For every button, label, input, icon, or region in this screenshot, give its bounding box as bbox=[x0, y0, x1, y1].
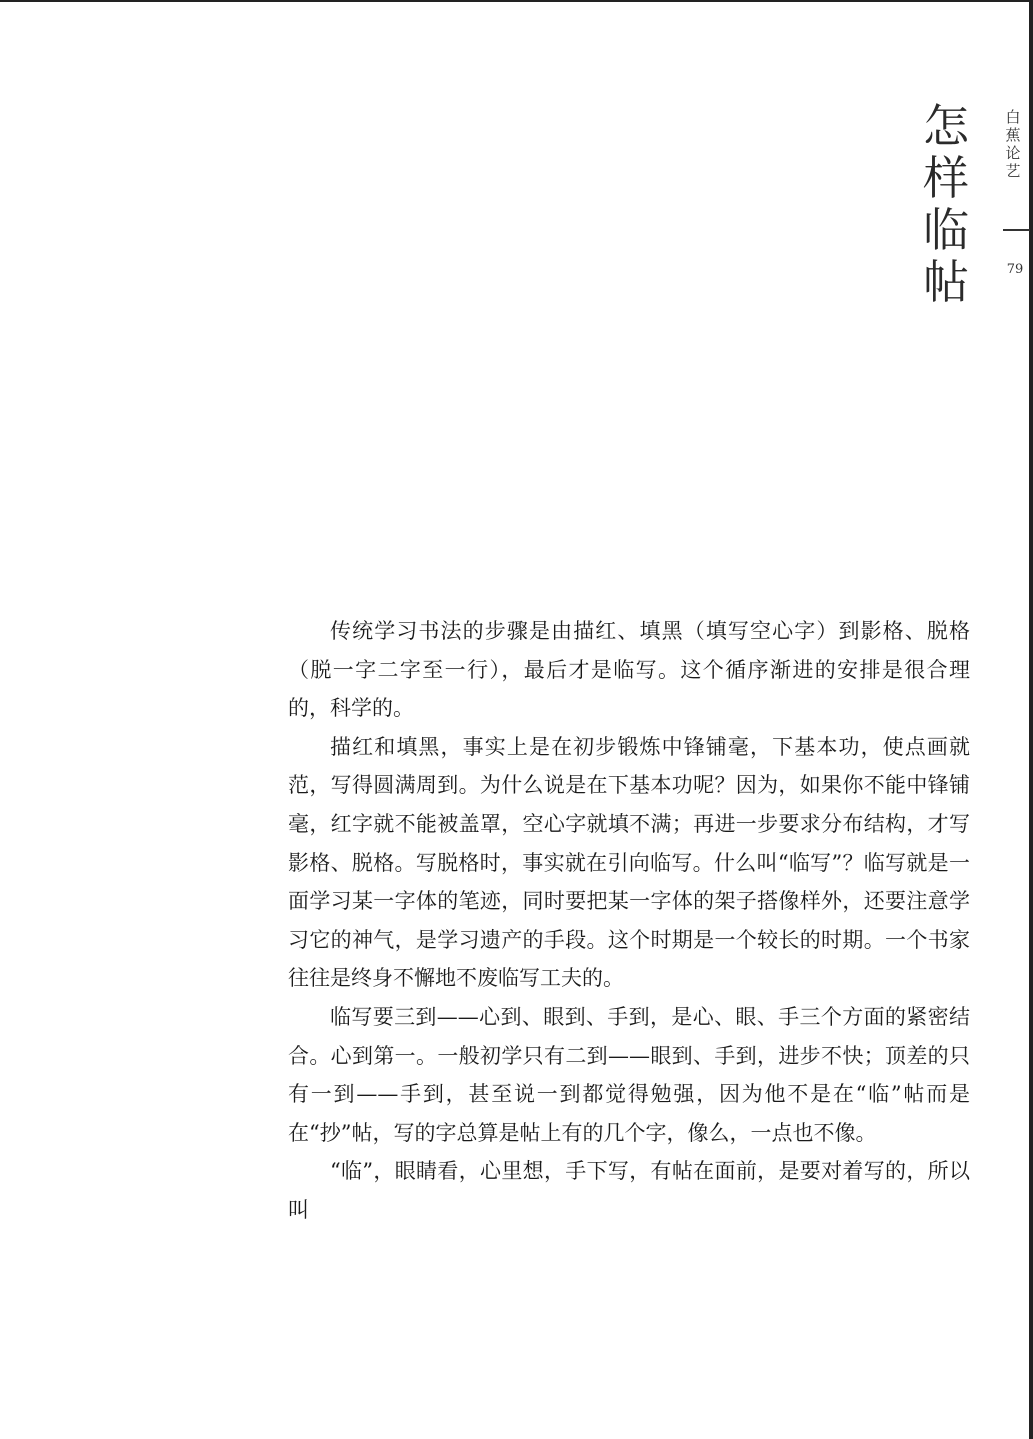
page-border-right bbox=[1029, 0, 1033, 1439]
paragraph-2: 描红和填黑，事实上是在初步锻炼中锋铺毫，下基本功，使点画就范，写得圆满周到。为什么说是在下基本功呢？因为，如果你不能中锋铺毫，红字就不能被盖罩，空心字就填不满；再进一步要求分布结构，才写影格、脱格。写脱格时，事实就在引向临写。什么叫“临写”？临写就是一面学习某一字体的笔迹，同时要把某一字体的架子搭像样外，还要注意学习它的神气，是学习遗产的手段。这个时期是一个较长的时期。一个书家往往是终身不懈地不废临写工夫的。 bbox=[288, 734, 970, 991]
body-text bbox=[288, 612, 970, 1230]
paragraph-1: 传统学习书法的步骤是由描红、填黑（填写空心字）到影格、脱格（脱一字二字至一行），最后才是临写。这个循序渐进的安排是很合理的，科学的。 bbox=[288, 619, 970, 721]
running-head: 白蕉论艺 bbox=[1005, 108, 1021, 180]
running-head-rule bbox=[1003, 229, 1030, 231]
paragraph-4: “临”，眼睛看，心里想，手下写，有帖在面前，是要对着写的，所以叫 bbox=[288, 1159, 970, 1222]
page-number: 79 bbox=[1006, 262, 1024, 277]
chapter-title: 怎样临帖 bbox=[923, 99, 969, 309]
paragraph-3: 临写要三到——心到、眼到、手到，是心、眼、手三个方面的紧密结合。心到第一。一般初学只有二到——眼到、手到，进步不快；顶差的只有一到——手到，甚至说一到都觉得勉强，因为他不是在“临”帖而是在“抄”帖，写的字总算是帖上有的几个字，像么，一点也不像。 bbox=[288, 1004, 970, 1145]
page-border-top bbox=[0, 0, 1033, 2]
